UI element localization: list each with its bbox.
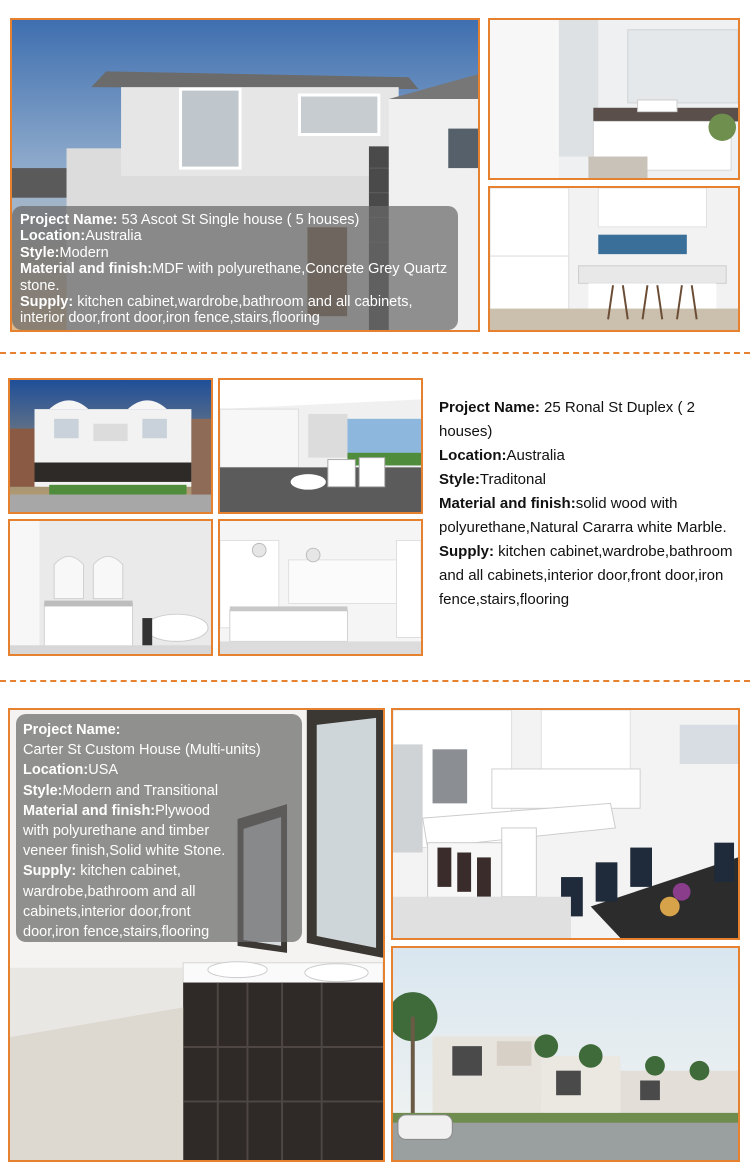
- style-label: Style:: [23, 782, 63, 799]
- project-1-supply-line: [20, 294, 450, 327]
- style-label: Style:: [20, 244, 60, 261]
- project-material: MDF with polyurethane,Concrete Grey Quartz stone.: [20, 261, 448, 294]
- project-name: 53 Ascot St Single house ( 5 houses): [121, 212, 360, 228]
- multi-unit-townhouses-photo: [391, 946, 740, 1162]
- project-location: Australia: [85, 228, 142, 245]
- traditional-duplex-exterior-photo: [8, 378, 213, 514]
- white-bathroom-bathtub-photo: [8, 519, 213, 656]
- supply-label: Supply:: [23, 863, 77, 880]
- project-supply: kitchen cabinet, wardrobe,bathroom and all cabinets,interior door,front door,iron fence,stairs,flooring: [23, 863, 210, 941]
- material-label: Material and finish:: [23, 802, 156, 819]
- project-2-info: [439, 396, 745, 612]
- project-3-name-value: [23, 740, 295, 760]
- project-2-material-line: [439, 492, 745, 540]
- section-divider-1: [0, 352, 750, 354]
- project-material: Plywood with polyurethane and timber veneer finish,Solid white Stone.: [23, 802, 226, 860]
- project-1-style-line: [20, 245, 450, 261]
- project-style: Modern and Transitional: [62, 782, 219, 799]
- white-bathroom-vanity-photo: [488, 18, 740, 180]
- project-3-name-line: [23, 720, 295, 740]
- project-2-style-line: [439, 468, 745, 492]
- project-supply: kitchen cabinet,wardrobe,bathroom and all cabinets,interior door,front door,iron fence,stairs,flooring: [439, 543, 733, 608]
- project-3-location-line: [23, 760, 295, 780]
- project-3-info-box: [16, 714, 302, 942]
- section-divider-2: [0, 680, 750, 682]
- project-supply: kitchen cabinet,wardrobe,bathroom and all cabinets, interior door,front door,iron fence,stairs,flooring: [20, 294, 413, 327]
- supply-label: Supply:: [20, 294, 74, 311]
- name-label: Project Name:: [23, 722, 121, 738]
- project-1-info-box: [12, 206, 458, 330]
- project-name: 25 Ronal St Duplex ( 2 houses): [439, 399, 695, 440]
- project-3-style-line: [23, 781, 295, 801]
- project-1-material-line: [20, 261, 450, 294]
- project-1-name-line: [20, 212, 450, 228]
- name-label: Project Name:: [439, 399, 540, 416]
- project-3-material-line: [23, 801, 238, 862]
- name-label: Project Name:: [20, 212, 118, 228]
- project-style: Traditonal: [479, 471, 547, 488]
- project-name: Carter St Custom House (Multi-units): [23, 742, 261, 759]
- project-2-location-line: [439, 444, 745, 468]
- project-style: Modern: [59, 244, 109, 261]
- white-kitchen-dining-photo: [391, 708, 740, 940]
- location-label: Location:: [23, 762, 89, 779]
- location-label: Location:: [20, 228, 86, 245]
- material-label: Material and finish:: [20, 261, 153, 278]
- open-living-area-photo: [218, 378, 423, 514]
- supply-label: Supply:: [439, 543, 494, 560]
- project-1-location-line: [20, 228, 450, 244]
- material-label: Material and finish:: [439, 495, 576, 512]
- project-material: solid wood with polyurethane,Natural Cararra white Marble.: [439, 495, 727, 536]
- style-label: Style:: [439, 471, 480, 488]
- modern-kitchen-island-photo: [488, 186, 740, 332]
- project-3-supply-line: [23, 861, 238, 942]
- project-2-name-line: [439, 396, 745, 444]
- project-location: USA: [88, 762, 119, 779]
- project-2-supply-line: [439, 540, 745, 612]
- project-location: Australia: [506, 447, 565, 464]
- location-label: Location:: [439, 447, 507, 464]
- white-kitchen-chandelier-photo: [218, 519, 423, 656]
